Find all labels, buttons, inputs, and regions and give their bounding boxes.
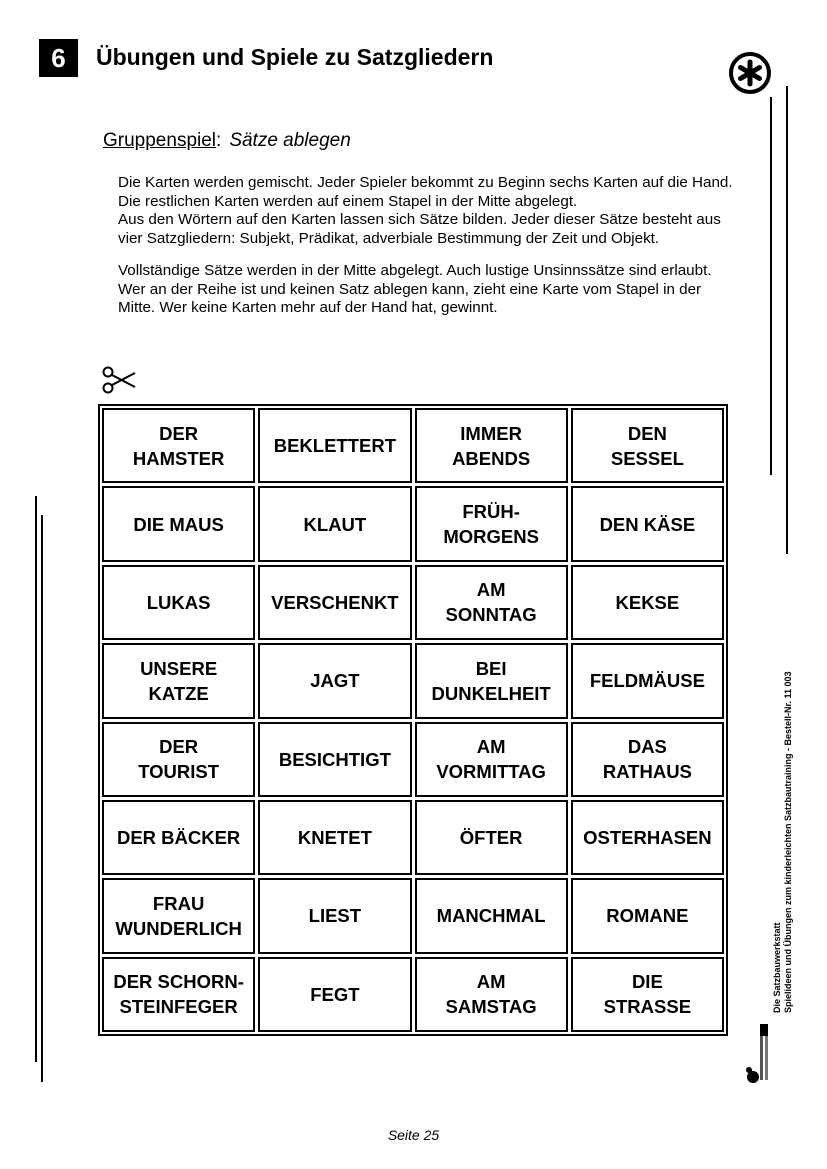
sidebar-book-info [772,671,794,1013]
card: UNSERE KATZE [102,643,255,718]
card-grid [98,404,728,1036]
card: DEN KÄSE [571,486,724,561]
card: DEN SESSEL [571,408,724,483]
card: FRÜH- MORGENS [415,486,568,561]
card: DER SCHORN- STEINFEGER [102,957,255,1032]
card: FRAU WUNDERLICH [102,878,255,953]
card: FEGT [258,957,411,1032]
card: ROMANE [571,878,724,953]
left-margin-line-inner [41,515,43,1082]
card: BESICHTIGT [258,722,411,797]
left-margin-line [35,496,37,1062]
card: DIE MAUS [102,486,255,561]
right-margin-line-inner [770,97,772,475]
card: KNETET [258,800,411,875]
page-title: Übungen und Spiele zu Satzgliedern [96,44,494,70]
card: KEKSE [571,565,724,640]
card: KLAUT [258,486,411,561]
right-margin-line [786,86,788,554]
sidebar-book-subtitle: Spielideen und Übungen zum kinderleichten Satzbautraining - Bestell-Nr. 11 003 [783,671,793,1013]
card: BEI DUNKELHEIT [415,643,568,718]
card: AM SONNTAG [415,565,568,640]
section-label: Gruppenspiel [103,130,217,151]
section-title: Sätze ablegen [229,130,351,151]
card: VERSCHENKT [258,565,411,640]
page-number: Seite 25 [387,1127,440,1143]
card: OSTERHASEN [571,800,724,875]
card: DER TOURIST [102,722,255,797]
card: JAGT [258,643,411,718]
card: LUKAS [102,565,255,640]
section-heading: Gruppenspiel: Sätze ablegen [103,130,351,151]
card: IMMER ABENDS [415,408,568,483]
instructions-paragraph-3: Vollständige Sätze werden in der Mitte abgelegt. Auch lustige Unsinnssätze sind erlaubt. Wer an der Reihe ist und keinen Satz ablegen kann, zieht eine Karte vom Stapel in der Mitte. Wer keine Karten mehr auf der Hand hat, gewinnt. [118,262,712,316]
card: FELDMÄUSE [571,643,724,718]
card: DIE STRASSE [571,957,724,1032]
card: ÖFTER [415,800,568,875]
star-icon [728,51,772,95]
instructions-paragraph-2: Aus den Wörtern auf den Karten lassen sich Sätze bilden. Jeder dieser Sätze besteht aus vier Satzgliedern: Subjekt, Prädikat, adverbiale Bestimmung der Zeit und Objekt. [118,211,721,247]
sidebar-book-title: Die Satzbauwerkstatt [772,922,782,1013]
card: BEKLETTERT [258,408,411,483]
card: MANCHMAL [415,878,568,953]
scissors-icon [101,366,137,394]
chapter-number-badge: 6 [39,39,78,77]
card: DER HAMSTER [102,408,255,483]
card: AM VORMITTAG [415,722,568,797]
card: AM SAMSTAG [415,957,568,1032]
publisher-logo [744,1020,772,1086]
card: LIEST [258,878,411,953]
card: DAS RATHAUS [571,722,724,797]
card: DER BÄCKER [102,800,255,875]
instructions-paragraph-1: Die Karten werden gemischt. Jeder Spieler bekommt zu Beginn sechs Karten auf die Hand. Die restlichen Karten werden auf einem Stapel in der Mitte abgelegt. [118,174,733,210]
